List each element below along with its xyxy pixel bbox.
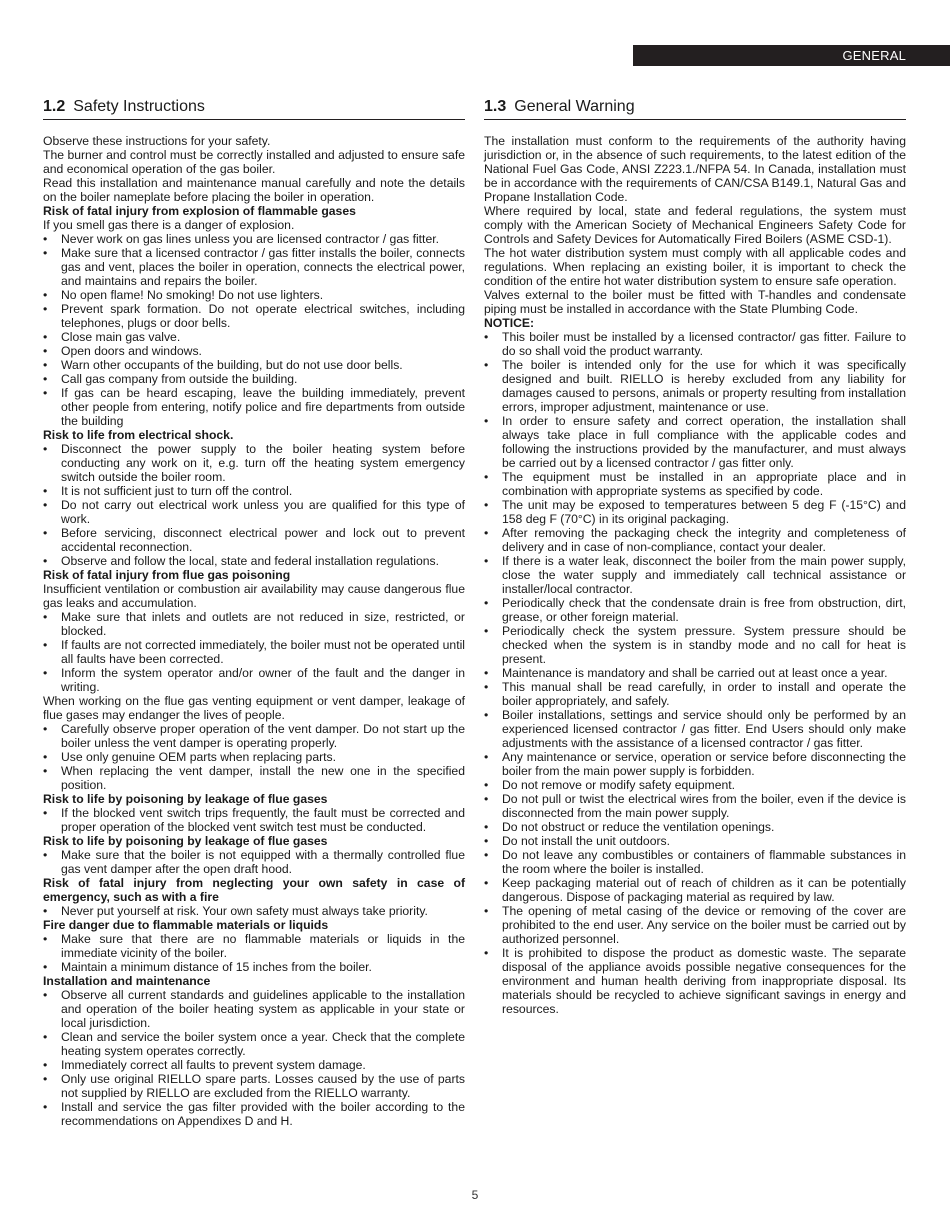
bullet-item: • Make sure that a licensed contractor / gas fitter installs the boiler, connects gas and vent, places the boiler in operation, connects the electrical power, and maintains and repairs the boiler. [43, 246, 465, 288]
bullet-item: • Maintain a minimum distance of 15 inches from the boiler. [43, 960, 465, 974]
bullet-item: • Clean and service the boiler system once a year. Check that the complete heating system operates correctly. [43, 1030, 465, 1058]
section-number: 1.3 [484, 98, 507, 115]
paragraph: Observe these instructions for your safety. [43, 134, 271, 148]
bullet-item: • Any maintenance or service, operation or service before disconnecting the boiler from the main power supply is forbidden. [484, 750, 906, 778]
bullet-item: • If the blocked vent switch trips frequently, the fault must be corrected and proper operation of the blocked vent switch test must be conducted. [43, 806, 465, 834]
subsection-heading: Installation and maintenance [43, 974, 211, 988]
bullet-list [43, 610, 465, 694]
bullet-item: • Do not carry out electrical work unless you are qualified for this type of work. [43, 498, 465, 526]
bullet-item: • The opening of metal casing of the device or removing of the cover are prohibited to the end user. Any service on the boiler must be carried out by authorized personnel. [484, 904, 906, 946]
section-title-text: Safety Instructions [73, 98, 205, 115]
bullet-list [43, 848, 465, 876]
bullet-item: • This manual shall be read carefully, in order to install and operate the boiler appropriately, and safely. [484, 680, 906, 708]
bullet-list [43, 904, 465, 918]
bullet-list [484, 330, 906, 1016]
section-title-warning [484, 97, 906, 120]
section-header-bar [633, 45, 950, 66]
bullet-item: • Observe all current standards and guidelines applicable to the installation and operation of the boiler heating system as applicable in your state or local jurisdiction. [43, 988, 465, 1030]
bullet-item: • Close main gas valve. [43, 330, 465, 344]
bullet-list [43, 722, 465, 792]
bullet-item: • Boiler installations, settings and service should only be performed by an experienced licensed contractor / gas fitter. End Users should only make adjustments with the assistance of a licensed contractor / gas fitter. [484, 708, 906, 750]
safety-instructions-body [43, 134, 465, 1128]
bullet-item: • Make sure that the boiler is not equipped with a thermally controlled flue gas vent damper after the open draft hood. [43, 848, 465, 876]
right-column [484, 97, 906, 1016]
bullet-item: • Periodically check the system pressure. System pressure should be checked when the system is in standby mode and no call for heat is present. [484, 624, 906, 666]
subsection-heading: Risk of fatal injury from flue gas poisoning [43, 568, 291, 582]
bullet-item: • If faults are not corrected immediately, the boiler must not be operated until all faults have been corrected. [43, 638, 465, 666]
left-column [43, 97, 465, 1128]
bullet-item: • Periodically check that the condensate drain is free from obstruction, dirt, grease, or other foreign material. [484, 596, 906, 624]
section-title-text: General Warning [514, 98, 635, 115]
bullet-item: • Do not leave any combustibles or containers of flammable substances in the room where the boiler is installed. [484, 848, 906, 876]
paragraph: Read this installation and maintenance manual carefully and note the details on the boiler nameplate before placing the boiler in operation. [43, 176, 465, 204]
bullet-item: • Do not remove or modify safety equipment. [484, 778, 906, 792]
bullet-item: • This boiler must be installed by a licensed contractor/ gas fitter. Failure to do so shall void the product warranty. [484, 330, 906, 358]
subsection-heading: Risk to life from electrical shock. [43, 428, 234, 442]
bullet-item: • Never put yourself at risk. Your own safety must always take priority. [43, 904, 465, 918]
bullet-item: • Install and service the gas filter provided with the boiler according to the recommendations on Appendixes D and H. [43, 1100, 465, 1128]
bullet-item: • Use only genuine OEM parts when replacing parts. [43, 750, 465, 764]
bullet-item: • Disconnect the power supply to the boiler heating system before conducting any work on it, e.g. turn off the heating system emergency switch outside the boiler room. [43, 442, 465, 484]
paragraph: The burner and control must be correctly installed and adjusted to ensure safe and economical operation of the gas boiler. [43, 148, 465, 176]
bullet-item: • Inform the system operator and/or owner of the fault and the danger in writing. [43, 666, 465, 694]
paragraph: Valves external to the boiler must be fitted with T-handles and condensate piping must be installed in accordance with the State Plumbing Code. [484, 288, 906, 316]
subsection-heading: Fire danger due to flammable materials or liquids [43, 918, 329, 932]
bullet-item: • Make sure that inlets and outlets are not reduced in size, restricted, or blocked. [43, 610, 465, 638]
bullet-list [43, 932, 465, 974]
bullet-item: • No open flame! No smoking! Do not use lighters. [43, 288, 465, 302]
bullet-item: • After removing the packaging check the integrity and completeness of delivery and in case of non-compliance, contact your dealer. [484, 526, 906, 554]
bullet-item: • Never work on gas lines unless you are licensed contractor / gas fitter. [43, 232, 465, 246]
bullet-item: • When replacing the vent damper, install the new one in the specified position. [43, 764, 465, 792]
bullet-item: • Before servicing, disconnect electrical power and lock out to prevent accidental reconnection. [43, 526, 465, 554]
paragraph: The hot water distribution system must comply with all applicable codes and regulations. When replacing an existing boiler, it is important to check the condition of the entire hot water distribution system to ensure safe operation. [484, 246, 906, 288]
bullet-item: • Do not install the unit outdoors. [484, 834, 906, 848]
paragraph: When working on the flue gas venting equipment or vent damper, leakage of flue gases may endanger the lives of people. [43, 694, 465, 722]
bullet-item: • The unit may be exposed to temperatures between 5 deg F (-15°C) and 158 deg F (70°C) in its original packaging. [484, 498, 906, 526]
bullet-item: • Make sure that there are no flammable materials or liquids in the immediate vicinity of the boiler. [43, 932, 465, 960]
bullet-item: • In order to ensure safety and correct operation, the installation shall always take place in full compliance with the applicable codes and following the instructions provided by the manufacturer, and must always be carried out by a licensed contractor / gas fitter only. [484, 414, 906, 470]
section-number: 1.2 [43, 98, 66, 115]
paragraph: Where required by local, state and federal regulations, the system must comply with the American Society of Mechanical Engineers Safety Code for Controls and Safety Devices for Automatically Fired Boilers (ASME CSD-1). [484, 204, 906, 246]
subsection-heading: NOTICE: [484, 316, 535, 330]
subsection-heading: Risk to life by poisoning by leakage of flue gases [43, 834, 328, 848]
bullet-item: • It is not sufficient just to turn off the control. [43, 484, 465, 498]
header-label: GENERAL [842, 48, 906, 63]
paragraph: If you smell gas there is a danger of explosion. [43, 218, 295, 232]
section-title-safety [43, 97, 465, 120]
bullet-item: • Keep packaging material out of reach of children as it can be potentially dangerous. Dispose of packaging material as required by law. [484, 876, 906, 904]
bullet-item: • It is prohibited to dispose the product as domestic waste. The separate disposal of the appliance avoids possible negative consequences for the environment and human health deriving from inappropriate disposal. Its materials should be recycled to achieve significant savings in energy and resources. [484, 946, 906, 1016]
page-number: 5 [471, 1188, 479, 1202]
bullet-item: • Do not pull or twist the electrical wires from the boiler, even if the device is disconnected from the main power supply. [484, 792, 906, 820]
subsection-heading: Risk of fatal injury from explosion of flammable gases [43, 204, 356, 218]
bullet-item: • The boiler is intended only for the use for which it was specifically designed and built. RIELLO is hereby excluded from any liability for damages caused to persons, animals or property resulting from installation errors, improper adjustment, maintenance or use. [484, 358, 906, 414]
bullet-item: • Open doors and windows. [43, 344, 465, 358]
subsection-heading: Risk of fatal injury from neglecting your own safety in case of emergency, such as with a fire [43, 876, 465, 904]
bullet-item: • Carefully observe proper operation of the vent damper. Do not start up the boiler unless the vent damper is operating properly. [43, 722, 465, 750]
general-warning-body [484, 134, 906, 1016]
bullet-item: • Do not obstruct or reduce the ventilation openings. [484, 820, 906, 834]
bullet-item: • If gas can be heard escaping, leave the building immediately, prevent other people from entering, notify police and fire departments from outside the building [43, 386, 465, 428]
bullet-item: • Call gas company from outside the building. [43, 372, 465, 386]
subsection-heading: Risk to life by poisoning by leakage of flue gases [43, 792, 328, 806]
bullet-item: • Observe and follow the local, state and federal installation regulations. [43, 554, 465, 568]
bullet-list [43, 232, 465, 428]
bullet-list [43, 442, 465, 568]
bullet-list [43, 988, 465, 1128]
bullet-item: • Only use original RIELLO spare parts. Losses caused by the use of parts not supplied by RIELLO are excluded from the RIELLO warranty. [43, 1072, 465, 1100]
bullet-item: • Immediately correct all faults to prevent system damage. [43, 1058, 465, 1072]
bullet-item: • Prevent spark formation. Do not operate electrical switches, including telephones, plugs or door bells. [43, 302, 465, 330]
paragraph: Insufficient ventilation or combustion air availability may cause dangerous flue gas leaks and accumulation. [43, 582, 465, 610]
bullet-list [43, 806, 465, 834]
bullet-item: • Warn other occupants of the building, but do not use door bells. [43, 358, 465, 372]
bullet-item: • The equipment must be installed in an appropriate place and in combination with appropriate systems as specified by code. [484, 470, 906, 498]
bullet-item: • Maintenance is mandatory and shall be carried out at least once a year. [484, 666, 906, 680]
bullet-item: • If there is a water leak, disconnect the boiler from the main power supply, close the water supply and immediately call technical assistance or installer/local contractor. [484, 554, 906, 596]
paragraph: The installation must conform to the requirements of the authority having jurisdiction or, in the absence of such requirements, to the latest edition of the National Fuel Gas Code, ANSI Z223.1./NFPA 54. In Canada, installation must be in accordance with the requirements of CAN/CSA B149.1, Natural Gas and Propane Installation Code. [484, 134, 906, 204]
